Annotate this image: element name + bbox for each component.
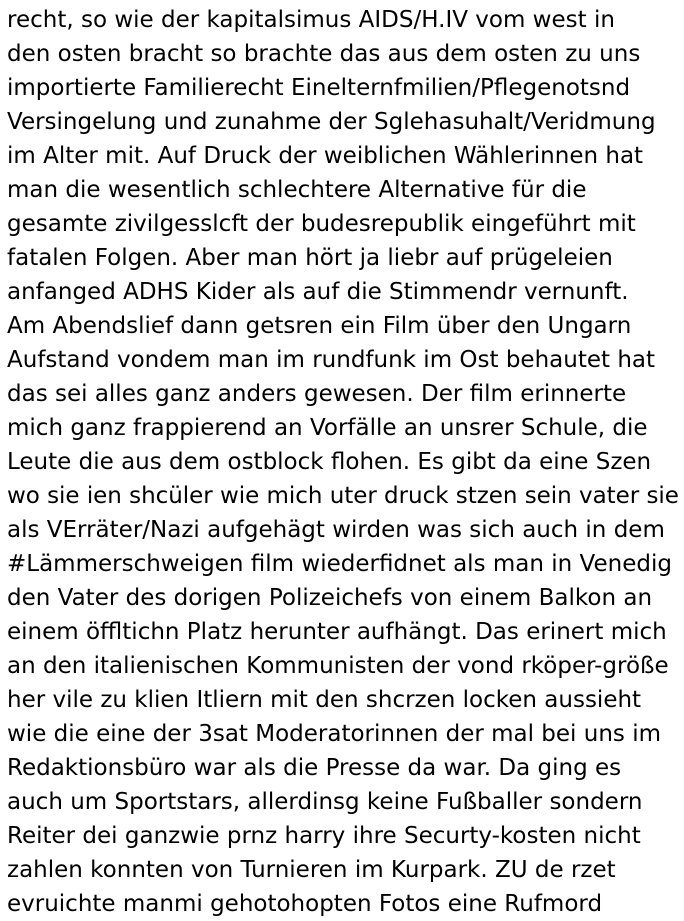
text-line: zahlen konnten von Turnieren im Kurpark. ZU de rzet [7,857,616,883]
text-line: man die wesentlich schlechtere Alternative für die [7,177,587,203]
text-line: das sei alles ganz anders gewesen. Der film erinnerte [7,381,627,407]
text-line: wie die eine der 3sat Moderatorinnen der mal bei uns im [7,721,662,747]
text-line: auch um Sportstars, allerdinsg keine Fußballer sondern [7,789,643,815]
text-line: Versingelung und zunahme der Sglehasuhalt/Veridmung [7,109,656,135]
text-line: Aufstand vondem man im rundfunk im Ost behautet hat [7,347,656,373]
text-line: her vile zu klien Itliern mit den shcrzen locken aussieht [7,687,642,713]
text-line: im Alter mit. Auf Druck der weiblichen Wählerinnen hat [7,143,644,169]
text-line: gesamte zivilgesslcft der budesrepublik eingeführt mit [7,211,636,237]
text-line: wo sie ien shcüler wie mich uter druck stzen sein vater sie [7,483,679,509]
text-line: als VErräter/Nazi aufgehägt wirden was sich auch in dem [7,517,665,543]
text-line: fatalen Folgen. Aber man hört ja liebr auf prügeleien [7,245,613,271]
text-line: #Lämmerschweigen film wiederfidnet als man in Venedig [7,551,672,577]
text-line: importierte Familierecht Einelternfmilien/Pflegenotsnd [7,75,631,101]
text-line: anfanged ADHS Kider als auf die Stimmendr vernunft. [7,279,629,305]
text-line: recht, so wie der kapitalsimus AIDS/H.IV vom west in [7,7,615,33]
text-line: einem öffltichn Platz herunter aufhängt. Das erinert mich [7,619,667,645]
text-line: evruichte manmi gehotohopten Fotos eine Rufmord [7,891,603,917]
text-line: den osten bracht so brachte das aus dem osten zu uns [7,41,641,67]
text-line: mich ganz frappierend an Vorfälle an unsrer Schule, die [7,415,648,441]
body-text [7,3,679,921]
text-line: den Vater des dorigen Polizeichefs von einem Balkon an [7,585,653,611]
text-line: Reiter dei ganzwie prnz harry ihre Securty-kosten nicht [7,823,641,849]
text-line: an den italienischen Kommunisten der vond rköper-größe [7,653,669,679]
text-line: Leute die aus dem ostblock flohen. Es gibt da eine Szen [7,449,652,475]
text-line: Am Abendslief dann getsren ein Film über den Ungarn [7,313,632,339]
text-line: Redaktionsbüro war als die Presse da war. Da ging es [7,755,622,781]
